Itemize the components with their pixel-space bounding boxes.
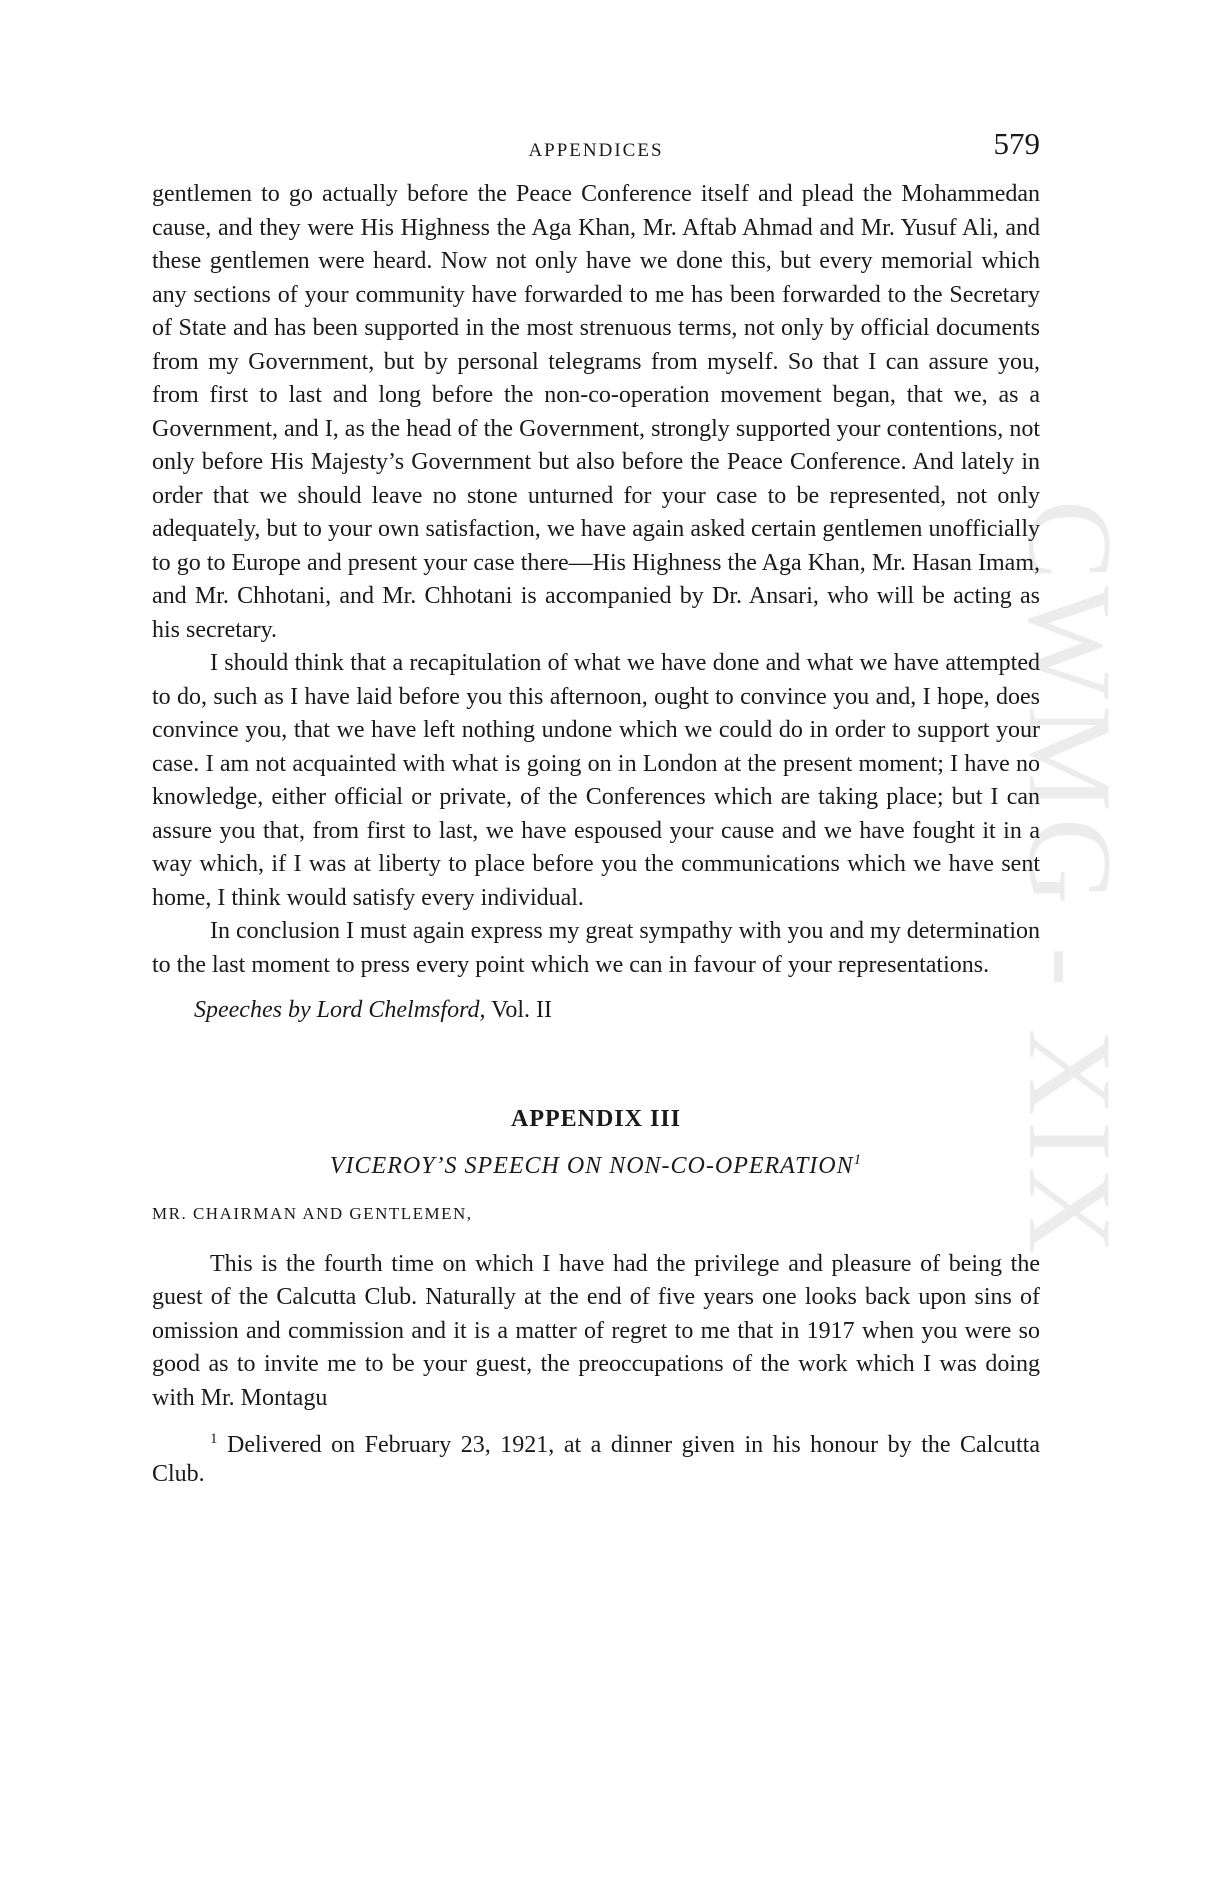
page-number: 579 <box>993 126 1040 161</box>
footnote-marker: 1 <box>210 1431 218 1447</box>
page-header <box>152 126 1040 166</box>
appendix-title: APPENDIX III <box>510 1105 681 1132</box>
running-head: APPENDICES <box>528 140 664 161</box>
footnote-text: Delivered on February 23, 1921, at a dinner given in his honour by the Calcutta Club. <box>152 1432 1040 1487</box>
appendix-paragraph: This is the fourth time on which I have had the privilege and pleasure of being the guest of the Calcutta Club. Naturally at the end of five years one looks back upon sins of omission and commission and it is a matter of regret to me that in 1917 when you were so good as to invite me to be your guest, the preoccupations of the work which I was doing with Mr. Montagu <box>152 1250 1040 1411</box>
footnote <box>152 1431 1040 1489</box>
paragraph: In conclusion I must again express my great sympathy with you and my determination to the last moment to press every point which we can in favour of your representations. <box>152 918 1040 978</box>
source-citation <box>152 994 1040 1028</box>
watermark: CWMG - XIX <box>1004 500 1137 1260</box>
source-volume: Vol. II <box>485 997 552 1023</box>
paragraph: I should think that a recapitulation of what we have done and what we have attempted to do, such as I have laid before you this afternoon, ought to convince you and, I hope, does convince you, that we have left nothing undone which we could do in order to support your case. I am not acquainted with what is going on in London at the present moment; I have no knowledge, either official or private, of the Conferences which are taking place; but I can assure you that, from first to last, we have espoused your cause and we have fought it in a way which, if I was at liberty to place before you the communications which we have sent home, I think would satisfy every individual. <box>152 650 1040 911</box>
paragraph: gentlemen to go actually before the Peace Conference itself and plead the Mohammedan cause, and they were His Highness the Aga Khan, Mr. Aftab Ahmad and Mr. Yusuf Ali, and these gentlemen were heard. Now not only have we done this, but every memorial which any sections of your community have forwarded to me has been forwarded to the Secretary of State and has been supported in the most strenuous terms, not only by official documents from my Government, but by personal telegrams from myself. So that I can assure you, from first to last and long before the non-co-operation movement began, that we, as a Government, and I, as the head of the Government, strongly supported your contentions, not only before His Majesty’s Government but also before the Peace Conference. And lately in order that we should leave no stone unturned for your case to be represented, not only adequately, but to your own satisfaction, we have again asked certain gentlemen unofficially to go to Europe and present your case there—His Highness the Aga Khan, Mr. Hasan Imam, and Mr. Chhotani, and Mr. Chhotani is accompanied by Dr. Ansari, who will be acting as his secretary. <box>152 181 1040 643</box>
appendix-subtitle <box>152 1153 1040 1180</box>
footnote-reference: 1 <box>853 1151 863 1168</box>
body-text <box>152 178 1040 1489</box>
source-title: Speeches by Lord Chelmsford, <box>194 997 486 1023</box>
appendix-subtitle-text: VICEROY’S SPEECH ON NON-CO-OPERATION <box>329 1152 854 1179</box>
salutation: MR. CHAIRMAN AND GENTLEMEN, <box>152 1203 473 1223</box>
